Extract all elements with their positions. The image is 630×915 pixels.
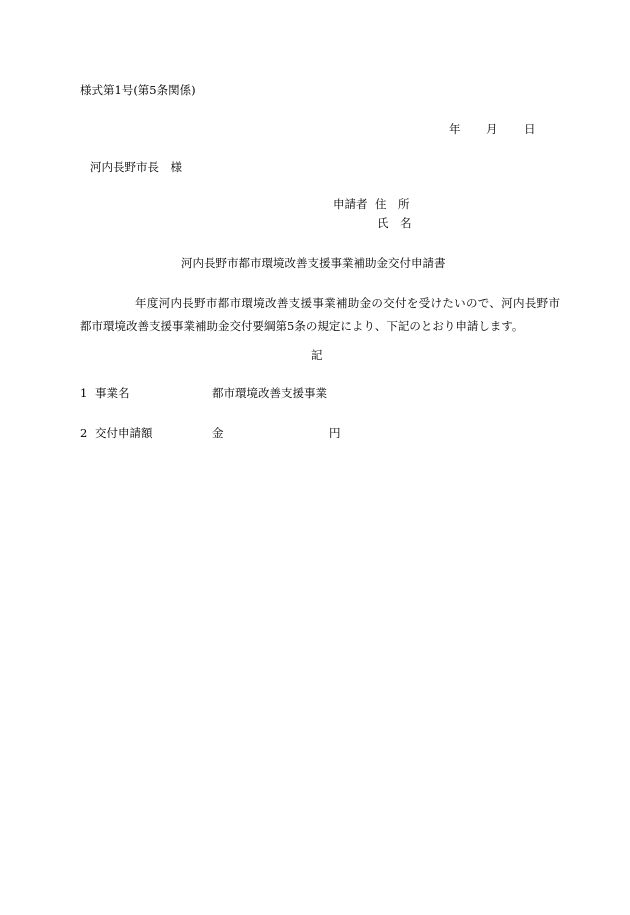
document-title: 河内長野市都市環境改善支援事業補助金交付申請書 xyxy=(181,256,446,270)
amount-prefix: 金 xyxy=(212,426,224,440)
item-value: 都市環境改善支援事業 xyxy=(212,386,327,400)
form-number: 様式第1号(第5条関係) xyxy=(80,83,196,97)
body-paragraph: 年度河内長野市都市環境改善支援事業補助金の交付を受けたいので、河内長野市都市環境改善支援事業補助金交付要綱第5条の規定により、下記のとおり申請します。 xyxy=(80,296,560,333)
applicant-name-label: 氏 名 xyxy=(377,216,412,230)
item-requested-amount xyxy=(80,428,341,440)
item-label: 交付申請額 xyxy=(95,426,153,440)
addressee: 河内長野市長 様 xyxy=(90,160,182,174)
date-month-label: 月 xyxy=(486,122,498,136)
item-project-name xyxy=(80,388,327,400)
applicant-address-label: 住 所 xyxy=(375,197,410,211)
applicant-label: 申請者 xyxy=(333,197,368,211)
item-number: 2 xyxy=(80,426,88,440)
item-label: 事業名 xyxy=(95,386,130,400)
date-year-label: 年 xyxy=(449,122,461,136)
date-day-label: 日 xyxy=(524,122,536,136)
amount-suffix: 円 xyxy=(329,426,341,440)
item-number: 1 xyxy=(80,386,88,400)
record-heading: 記 xyxy=(311,348,323,362)
applicant-address-line xyxy=(333,199,410,211)
date-line xyxy=(449,124,536,136)
